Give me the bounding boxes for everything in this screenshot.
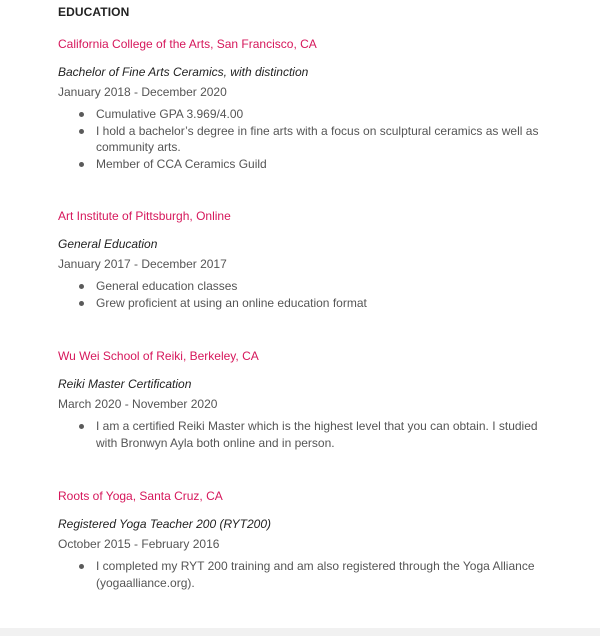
bullet-dot-icon: [79, 564, 84, 569]
education-entry: [58, 208, 558, 311]
degree-title: Bachelor of Fine Arts Ceramics, with distinction: [58, 65, 309, 79]
bullet-item: [58, 558, 546, 591]
section-title: EDUCATION: [58, 5, 130, 19]
education-entry: [58, 488, 558, 591]
school-name: Wu Wei School of Reiki, Berkeley, CA: [58, 349, 259, 363]
bullet-text: I hold a bachelor’s degree in fine arts with a focus on sculptural ceramics as well as community arts.: [96, 123, 539, 154]
degree-title: Registered Yoga Teacher 200 (RYT200): [58, 517, 272, 531]
bullet-list: [58, 278, 558, 311]
bullet-text: Cumulative GPA 3.969/4.00: [96, 107, 244, 121]
bullet-text: General education classes: [96, 279, 238, 293]
date-range: January 2017 - December 2017: [58, 257, 227, 271]
bullet-list: [58, 418, 558, 451]
date-range: January 2018 - December 2020: [58, 85, 227, 99]
bullet-item: [58, 278, 546, 295]
bullet-dot-icon: [79, 129, 84, 134]
degree-title: General Education: [58, 237, 158, 251]
bullet-list: [58, 558, 558, 591]
bullet-item: [58, 156, 546, 173]
bullet-text: Grew proficient at using an online education format: [96, 295, 367, 310]
bullet-dot-icon: [79, 301, 84, 306]
date-range: October 2015 - February 2016: [58, 537, 220, 551]
school-name: California College of the Arts, San Francisco, CA: [58, 37, 317, 51]
bullet-item: [58, 123, 546, 156]
date-range: March 2020 - November 2020: [58, 397, 218, 411]
bullet-item: [58, 418, 546, 451]
school-name: Roots of Yoga, Santa Cruz, CA: [58, 489, 223, 503]
bullet-text: I completed my RYT 200 training and am also registered through the Yoga Alliance (yogaalliance.org).: [96, 559, 535, 590]
bullet-item: [58, 106, 546, 123]
bullet-text: Member of CCA Ceramics Guild: [96, 156, 267, 171]
bullet-dot-icon: [79, 112, 84, 117]
bullet-item: [58, 295, 546, 312]
bullet-text: I am a certified Reiki Master which is the highest level that you can obtain. I studied with Bronwyn Ayla both online and in person.: [96, 419, 538, 450]
bullet-dot-icon: [79, 284, 84, 289]
education-entry: [58, 348, 558, 451]
bullet-dot-icon: [79, 162, 84, 167]
bullet-list: [58, 106, 558, 172]
education-entry: [58, 36, 558, 172]
bullet-dot-icon: [79, 424, 84, 429]
school-name: Art Institute of Pittsburgh, Online: [58, 209, 231, 223]
degree-title: Reiki Master Certification: [58, 377, 192, 391]
